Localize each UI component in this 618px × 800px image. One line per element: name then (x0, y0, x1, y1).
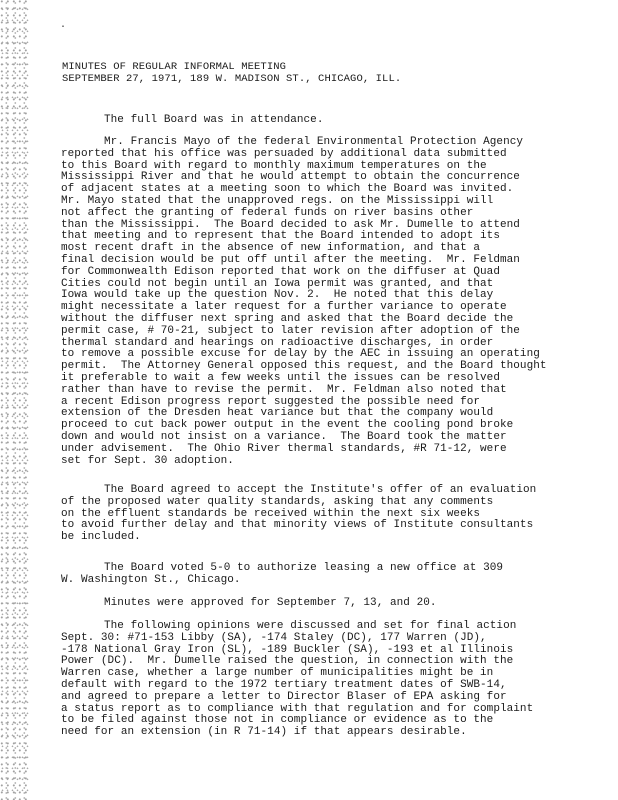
paragraph-3-line: on the effluent standards be received within the next six weeks (61, 507, 481, 520)
paragraph-6-line: Power (DC). Mr. Dumelle raised the question, in connection with the (61, 655, 514, 668)
paragraph-2-line: permit. The Attorney General opposed this request, and the Board thought (61, 360, 547, 373)
paragraph-6-line: The following opinions were discussed and set for final action (104, 620, 517, 632)
paragraph-2-line: set for Sept. 30 adoption. (61, 454, 234, 467)
paragraph-2-line: Iowa would take up the question Nov. 2. He noted that this delay (61, 289, 494, 302)
paragraph-2-line: final decision would be put off until after the meeting. Mr. Feldman (61, 254, 520, 266)
paragraph-2-line: rather than have to revise the permit. Mr. Feldman also noted that (61, 383, 507, 396)
paragraph-2-line: of adjacent states at a meeting soon to which the Board was invited. (61, 183, 514, 196)
paragraph-2-line: thermal standard and hearings on radioactive discharges, in order (61, 336, 494, 349)
paragraph-2-line: that meeting and to represent that the Board intended to adopt its (61, 230, 500, 243)
paragraph-6-line: Sept. 30: #71-153 Libby (SA), -174 Staley (DC), 177 Warren (JD), (61, 631, 487, 644)
paragraph-2-line: to remove a possible excuse for delay by the AEC in issuing an operating (61, 348, 540, 361)
paragraph-2-line: not affect the granting of federal funds on river basins other (61, 206, 474, 219)
header-title: MINUTES OF REGULAR INFORMAL MEETING (62, 61, 287, 73)
paragraph-2-line: Mr. Mayo stated that the unapproved regs. on the Mississippi will (61, 195, 494, 207)
paragraph-5-line: Minutes were approved for September 7, 13, and 20. (104, 597, 437, 609)
paragraph-1-line: The full Board was in attendance. (104, 114, 324, 126)
paragraph-6-line: Warren case, whether a large number of municipalities might be in (61, 667, 494, 680)
paragraph-2-line: extension of the Dresden heat variance but that the company would (61, 407, 494, 420)
paragraph-6-line: -178 National Gray Iron (SL), -189 Buckler (SA), -193 et al Illinois (61, 643, 514, 656)
page-mark: . (60, 20, 67, 31)
paragraph-6-line: and agreed to prepare a letter to Director Blaser of EPA asking for (61, 690, 507, 703)
paragraph-3-line: The Board agreed to accept the Institute's offer of an evaluation (104, 484, 537, 496)
paragraph-2-line: proceed to cut back power output in the event the cooling pond broke (61, 419, 514, 432)
paragraph-3-line: of the proposed water quality standards, asking that any comments (61, 495, 494, 508)
paragraph-2-line: it preferable to wait a few weeks until the issues can be resolved (61, 372, 500, 384)
paragraph-2-line: a recent Edison progress report suggested the possible need for (61, 395, 481, 408)
paragraph-4-line: W. Washington St., Chicago. (61, 573, 241, 586)
paragraph-2-line: Mr. Francis Mayo of the federal Environmental Protection Agency (104, 136, 524, 148)
paragraph-6-line: need for an extension (in R 71-14) if that appears desirable. (61, 726, 467, 739)
paragraph-3-line: be included. (61, 531, 141, 544)
header-subtitle: SEPTEMBER 27, 1971, 189 W. MADISON ST., CHICAGO, ILL. (62, 73, 402, 85)
paragraph-2-line: under advisement. The Ohio River thermal standards, #R 71-12, were (61, 442, 507, 455)
paragraph-2-line: Cities could not begin until an Iowa permit was granted, and that (61, 277, 494, 290)
paragraph-2-line: than the Mississippi. The Board decided to ask Mr. Dumelle to attend (61, 218, 520, 231)
scan-edge-noise (0, 0, 30, 800)
paragraph-6-line: to be filed against those not in compliance or evidence as to the (61, 714, 494, 727)
paragraph-2-line: might necessitate a later request for a further variance to operate (61, 301, 507, 314)
paragraph-2-line: to this Board with regard to monthly maximum temperatures on the (61, 159, 487, 172)
paragraph-6-line: a status report as to compliance with that regulation and for complaint (61, 702, 534, 715)
paragraph-2-line: without the diffuser next spring and asked that the Board decide the (61, 313, 514, 325)
paragraph-2-line: most recent draft in the absence of new information, and that a (61, 242, 481, 255)
paragraph-2-line: down and would not insist on a variance. The Board took the matter (61, 431, 507, 443)
paragraph-2-line: Mississippi River and that he would attempt to obtain the concurrence (61, 171, 520, 184)
paragraph-3-line: to avoid further delay and that minority views of Institute consultants (61, 519, 534, 532)
paragraph-2-line: reported that his office was persuaded by additional data submitted (61, 147, 507, 160)
paragraph-4-line: The Board voted 5-0 to authorize leasing a new office at 309 (104, 562, 504, 574)
paragraph-2-line: for Commonwealth Edison reported that work on the diffuser at Quad (61, 265, 500, 278)
paragraph-2-line: permit case, # 70-21, subject to later revision after adoption of the (61, 324, 520, 337)
paragraph-6-line: default with regard to the 1972 tertiary treatment dates of SWB-14, (61, 679, 507, 691)
